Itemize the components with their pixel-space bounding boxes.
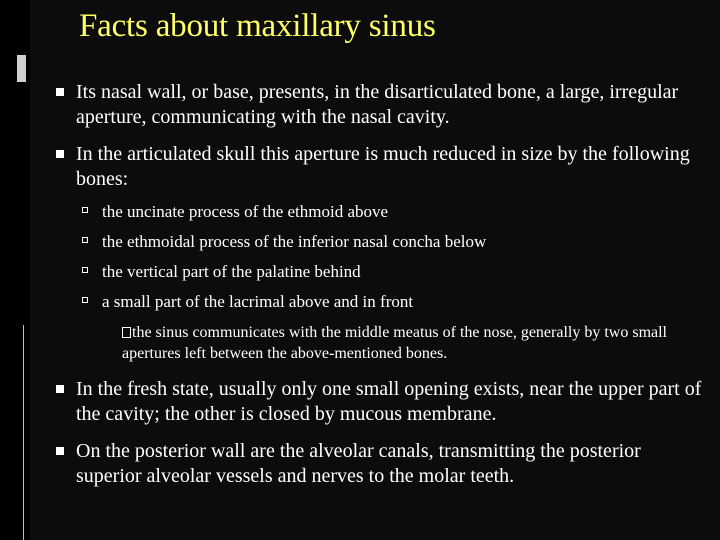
bullet-item [76, 377, 706, 427]
bullet-hollow-square-icon [82, 267, 88, 273]
bullet-item [76, 142, 706, 192]
bullet-text: Its nasal wall, or base, presents, in the disarticulated bone, a large, irregular aperture, communicating with the nasal cavity. [76, 81, 679, 128]
sub-bullet-text: the ethmoidal process of the inferior nasal concha below [102, 232, 487, 251]
bullet-item [76, 80, 706, 130]
slide-title: Facts about maxillary sinus [79, 8, 436, 44]
sub-bullet-item [102, 202, 702, 222]
sub-bullet-item [102, 292, 702, 312]
sub-sub-bullet-text: the sinus communicates with the middle meatus of the nose, generally by two small apertures left between the above-mentioned bones. [122, 324, 667, 362]
bullet-square-icon [56, 385, 64, 393]
sub-bullet-text: the vertical part of the palatine behind [102, 262, 361, 281]
bullet-text: In the fresh state, usually only one small opening exists, near the upper part of the cavity; the other is closed by mucous membrane. [76, 378, 702, 425]
bullet-square-icon [56, 88, 64, 96]
bullet-hollow-square-icon [82, 237, 88, 243]
sub-sub-bullet-item [122, 322, 697, 364]
bullet-item [76, 439, 706, 489]
missing-glyph-box-icon [122, 327, 131, 338]
bullet-hollow-square-icon [82, 207, 88, 213]
sub-bullet-text: the uncinate process of the ethmoid above [102, 202, 389, 221]
bullet-hollow-square-icon [82, 297, 88, 303]
bullet-text: In the articulated skull this aperture is much reduced in size by the following bones: [76, 143, 690, 190]
bullet-square-icon [56, 150, 64, 158]
bullet-square-icon [56, 447, 64, 455]
sub-bullet-text: a small part of the lacrimal above and in front [102, 292, 414, 311]
bullet-text: On the posterior wall are the alveolar canals, transmitting the posterior superior alveolar vessels and nerves to the molar teeth. [76, 440, 641, 487]
sub-bullet-item [102, 232, 702, 252]
sub-bullet-item [102, 262, 702, 282]
